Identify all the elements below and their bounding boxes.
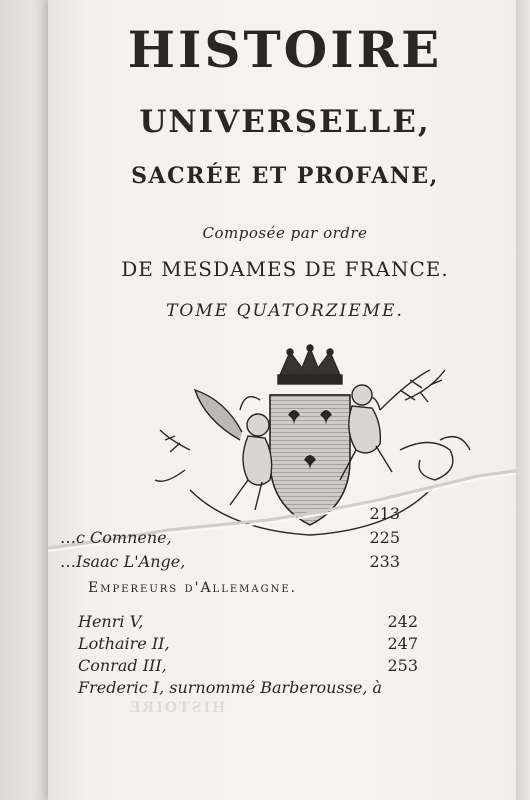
toc-page: 247	[387, 634, 418, 653]
toc-row	[60, 528, 400, 550]
toc-page: 242	[387, 612, 418, 631]
toc-label: Conrad III,	[78, 656, 167, 675]
toc-row	[60, 504, 400, 526]
page-edge	[516, 0, 530, 800]
toc-page: 253	[387, 656, 418, 675]
toc-label: Lothaire II,	[78, 634, 170, 653]
toc-row	[60, 552, 400, 574]
title-universelle: UNIVERSELLE,	[139, 104, 431, 140]
title-mesdames: DE MESDAMES DE FRANCE.	[121, 257, 449, 281]
title-tome: TOME QUATORZIEME.	[166, 301, 404, 321]
toc-page: 225	[369, 528, 400, 547]
title-histoire: HISTOIRE	[127, 20, 443, 79]
section-heading: Empereurs d'Allemagne.	[88, 580, 298, 596]
facing-page	[0, 0, 48, 800]
toc-row	[78, 656, 418, 678]
toc-row	[78, 678, 418, 700]
title-page	[48, 0, 522, 800]
title-sacree-et-profane: SACRÉE ET PROFANE,	[131, 163, 439, 189]
toc-label: Frederic I, surnommé Barberousse, à	[78, 678, 383, 697]
toc-row	[78, 612, 418, 634]
bleed-through-text: HISTOIRE	[128, 700, 226, 716]
toc-label: Henri V,	[78, 612, 144, 631]
toc-row	[78, 634, 418, 656]
toc-label: …c Comnene,	[60, 528, 172, 547]
toc-page: 233	[369, 552, 400, 571]
toc-label: …Isaac L'Ange,	[60, 552, 186, 571]
title-composee: Composée par ordre	[202, 224, 368, 242]
toc-page: 213	[369, 504, 400, 523]
